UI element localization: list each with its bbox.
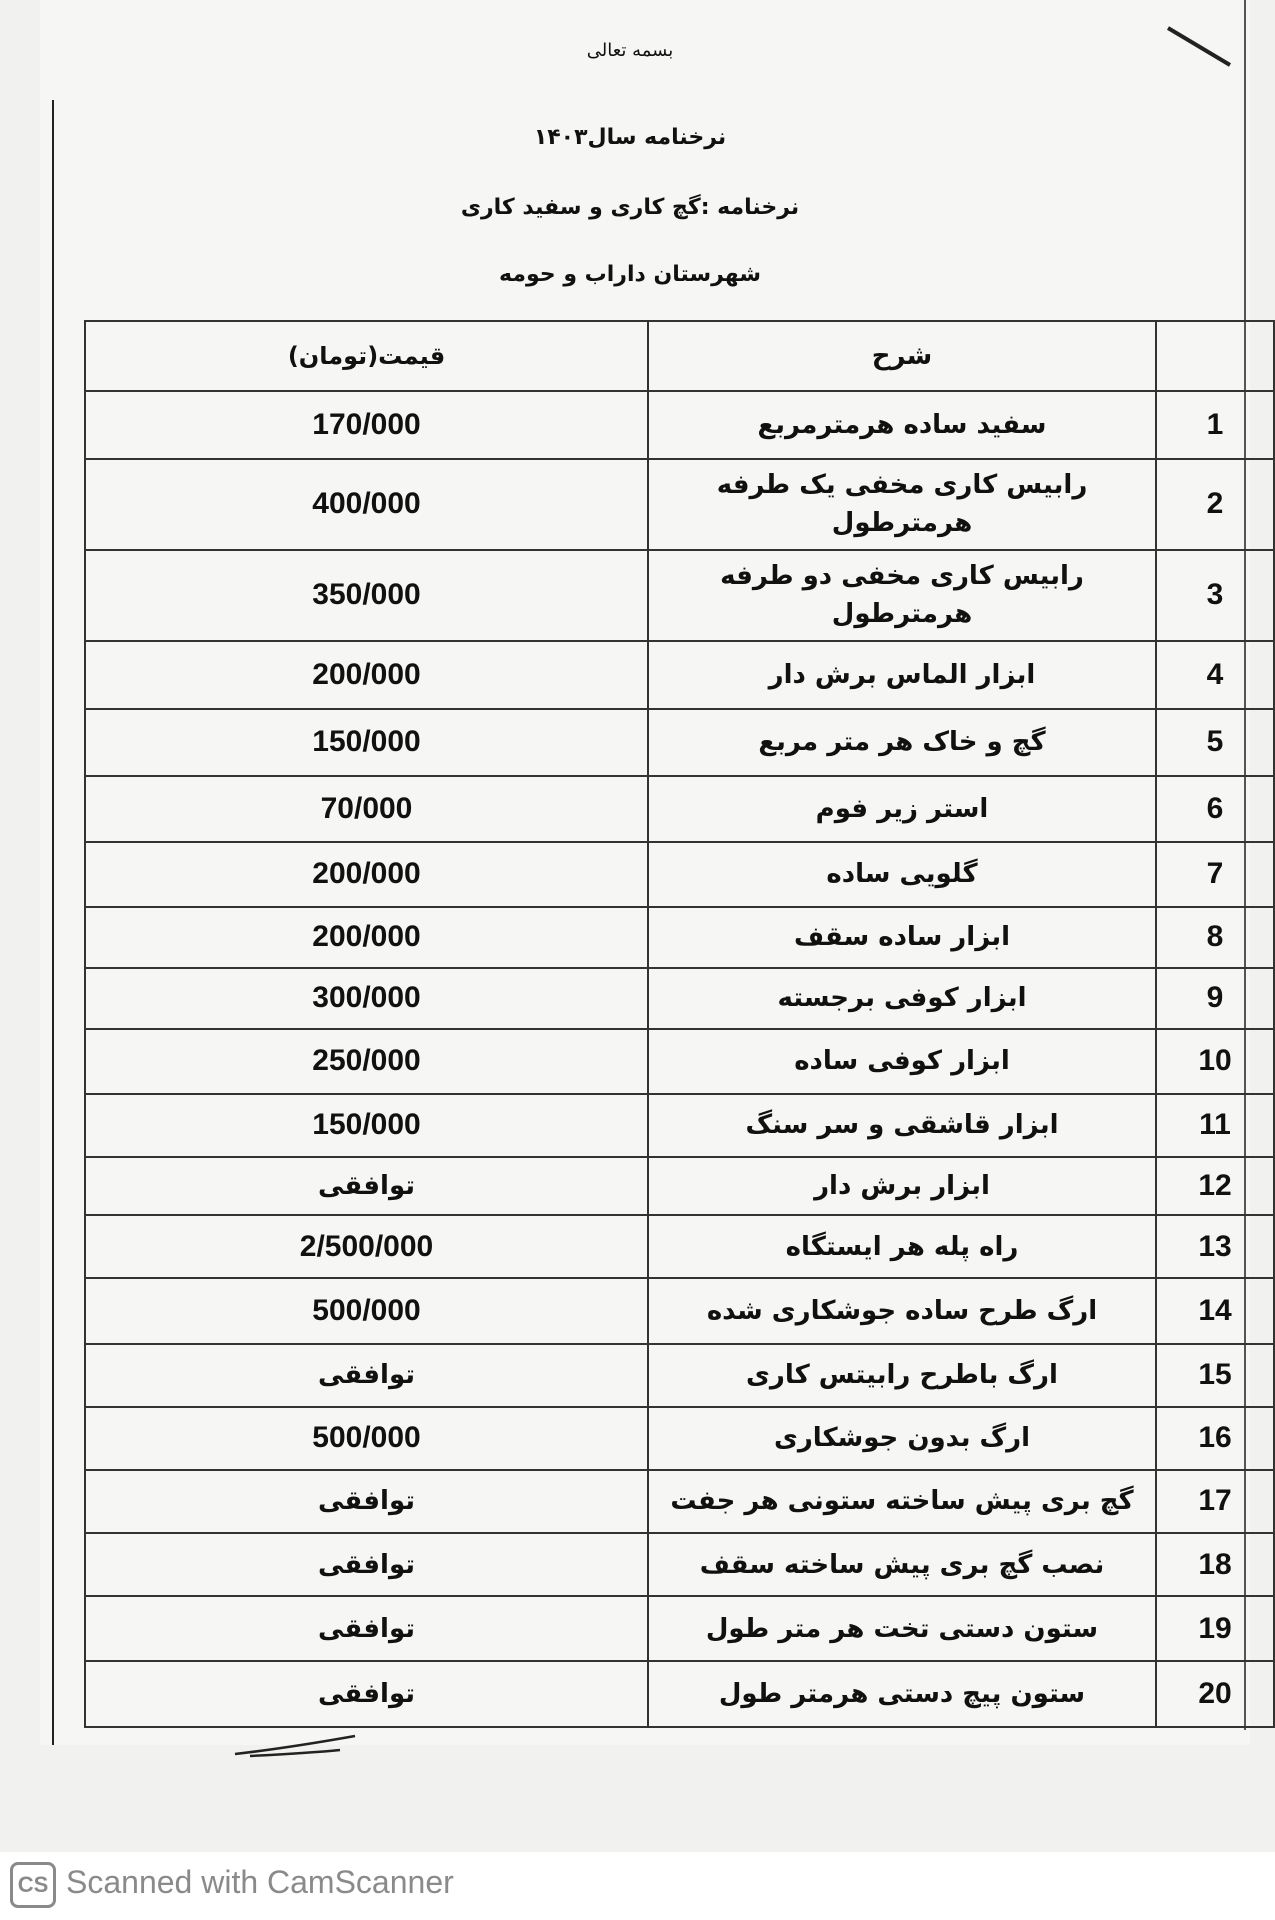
table-row: [85, 641, 1274, 709]
row-number-cell: 6: [1156, 776, 1274, 841]
price-cell: توافقی: [85, 1661, 648, 1727]
scanner-footer: [0, 1852, 1275, 1920]
table-row: [85, 459, 1274, 550]
description-cell: ابزار الماس برش دار: [648, 641, 1156, 709]
row-number-cell: 9: [1156, 968, 1274, 1029]
header-price: قیمت(تومان): [85, 321, 648, 391]
table-row: [85, 776, 1274, 841]
row-number-cell: 19: [1156, 1596, 1274, 1661]
table-row: [85, 1215, 1274, 1278]
description-cell: راه پله هر ایستگاه: [648, 1215, 1156, 1278]
scanned-with-label: Scanned with CamScanner: [66, 1864, 454, 1900]
description-cell: نصب گچ بری پیش ساخته سقف: [648, 1533, 1156, 1596]
price-cell: 200/000: [85, 842, 648, 907]
description-cell: ارگ باطرح رابیتس کاری: [648, 1344, 1156, 1407]
table-row: [85, 1533, 1274, 1596]
table-row: [85, 1661, 1274, 1727]
price-cell: توافقی: [85, 1344, 648, 1407]
price-cell: 400/000: [85, 459, 648, 550]
price-cell: 150/000: [85, 709, 648, 777]
description-cell: ستون دستی تخت هر متر طول: [648, 1596, 1156, 1661]
row-number-cell: 4: [1156, 641, 1274, 709]
price-cell: توافقی: [85, 1157, 648, 1215]
header-number: [1156, 321, 1274, 391]
table-row: [85, 1157, 1274, 1215]
price-cell: توافقی: [85, 1470, 648, 1533]
bismillah-heading: بسمه تعالی: [586, 40, 674, 61]
row-number-cell: 1: [1156, 391, 1274, 459]
description-cell: گلویی ساده: [648, 842, 1156, 907]
corner-fold-mark: [1160, 20, 1240, 70]
price-cell: 70/000: [85, 776, 648, 841]
row-number-cell: 17: [1156, 1470, 1274, 1533]
row-number-cell: 12: [1156, 1157, 1274, 1215]
description-cell: ابزار ساده سقف: [648, 907, 1156, 968]
row-number-cell: 18: [1156, 1533, 1274, 1596]
signature-scribble: [230, 1730, 360, 1760]
price-cell: توافقی: [85, 1596, 648, 1661]
price-cell: 170/000: [85, 391, 648, 459]
description-cell: ارگ طرح ساده جوشکاری شده: [648, 1278, 1156, 1343]
row-number-cell: 15: [1156, 1344, 1274, 1407]
description-cell: ابزار کوفی ساده: [648, 1029, 1156, 1094]
table-row: [85, 550, 1274, 641]
description-cell: رابیس کاری مخفی یک طرفه هرمترطول: [648, 459, 1156, 550]
paper-left-edge: [52, 100, 54, 1745]
price-cell: 250/000: [85, 1029, 648, 1094]
description-cell: ابزار قاشقی و سر سنگ: [648, 1094, 1156, 1157]
row-number-cell: 10: [1156, 1029, 1274, 1094]
row-number-cell: 7: [1156, 842, 1274, 907]
price-table: [84, 320, 1275, 1728]
title-city: شهرستان داراب و حومه: [499, 262, 761, 287]
price-cell: 350/000: [85, 550, 648, 641]
row-number-cell: 20: [1156, 1661, 1274, 1727]
row-number-cell: 13: [1156, 1215, 1274, 1278]
price-cell: 200/000: [85, 641, 648, 709]
table-row: [85, 1470, 1274, 1533]
table-row: [85, 1029, 1274, 1094]
camscanner-logo-icon: CS: [10, 1862, 56, 1908]
price-cell: 500/000: [85, 1278, 648, 1343]
table-body: [85, 391, 1274, 1727]
table-row: [85, 968, 1274, 1029]
title-subject: نرخنامه :گچ کاری و سفید کاری: [460, 195, 800, 220]
row-number-cell: 16: [1156, 1407, 1274, 1470]
row-number-cell: 5: [1156, 709, 1274, 777]
table-header-row: [85, 321, 1274, 391]
table-row: [85, 1344, 1274, 1407]
table-row: [85, 709, 1274, 777]
table-row: [85, 1094, 1274, 1157]
table-row: [85, 907, 1274, 968]
price-cell: 2/500/000: [85, 1215, 648, 1278]
price-cell: 300/000: [85, 968, 648, 1029]
description-cell: استر زیر فوم: [648, 776, 1156, 841]
description-cell: ارگ بدون جوشکاری: [648, 1407, 1156, 1470]
description-cell: ستون پیچ دستی هرمتر طول: [648, 1661, 1156, 1727]
description-cell: ابزار کوفی برجسته: [648, 968, 1156, 1029]
title-year: نرخنامه سال۱۴۰۳: [533, 125, 727, 150]
price-cell: 500/000: [85, 1407, 648, 1470]
description-cell: گچ بری پیش ساخته ستونی هر جفت: [648, 1470, 1156, 1533]
description-cell: رابیس کاری مخفی دو طرفه هرمترطول: [648, 550, 1156, 641]
table-row: [85, 1278, 1274, 1343]
table-row: [85, 1407, 1274, 1470]
description-cell: ابزار برش دار: [648, 1157, 1156, 1215]
price-cell: 150/000: [85, 1094, 648, 1157]
price-cell: 200/000: [85, 907, 648, 968]
table-row: [85, 1596, 1274, 1661]
table-row: [85, 842, 1274, 907]
table-row: [85, 391, 1274, 459]
row-number-cell: 14: [1156, 1278, 1274, 1343]
header-description: شرح: [648, 321, 1156, 391]
row-number-cell: 8: [1156, 907, 1274, 968]
description-cell: سفید ساده هرمترمربع: [648, 391, 1156, 459]
price-cell: توافقی: [85, 1533, 648, 1596]
row-number-cell: 3: [1156, 550, 1274, 641]
row-number-cell: 11: [1156, 1094, 1274, 1157]
row-number-cell: 2: [1156, 459, 1274, 550]
description-cell: گچ و خاک هر متر مربع: [648, 709, 1156, 777]
